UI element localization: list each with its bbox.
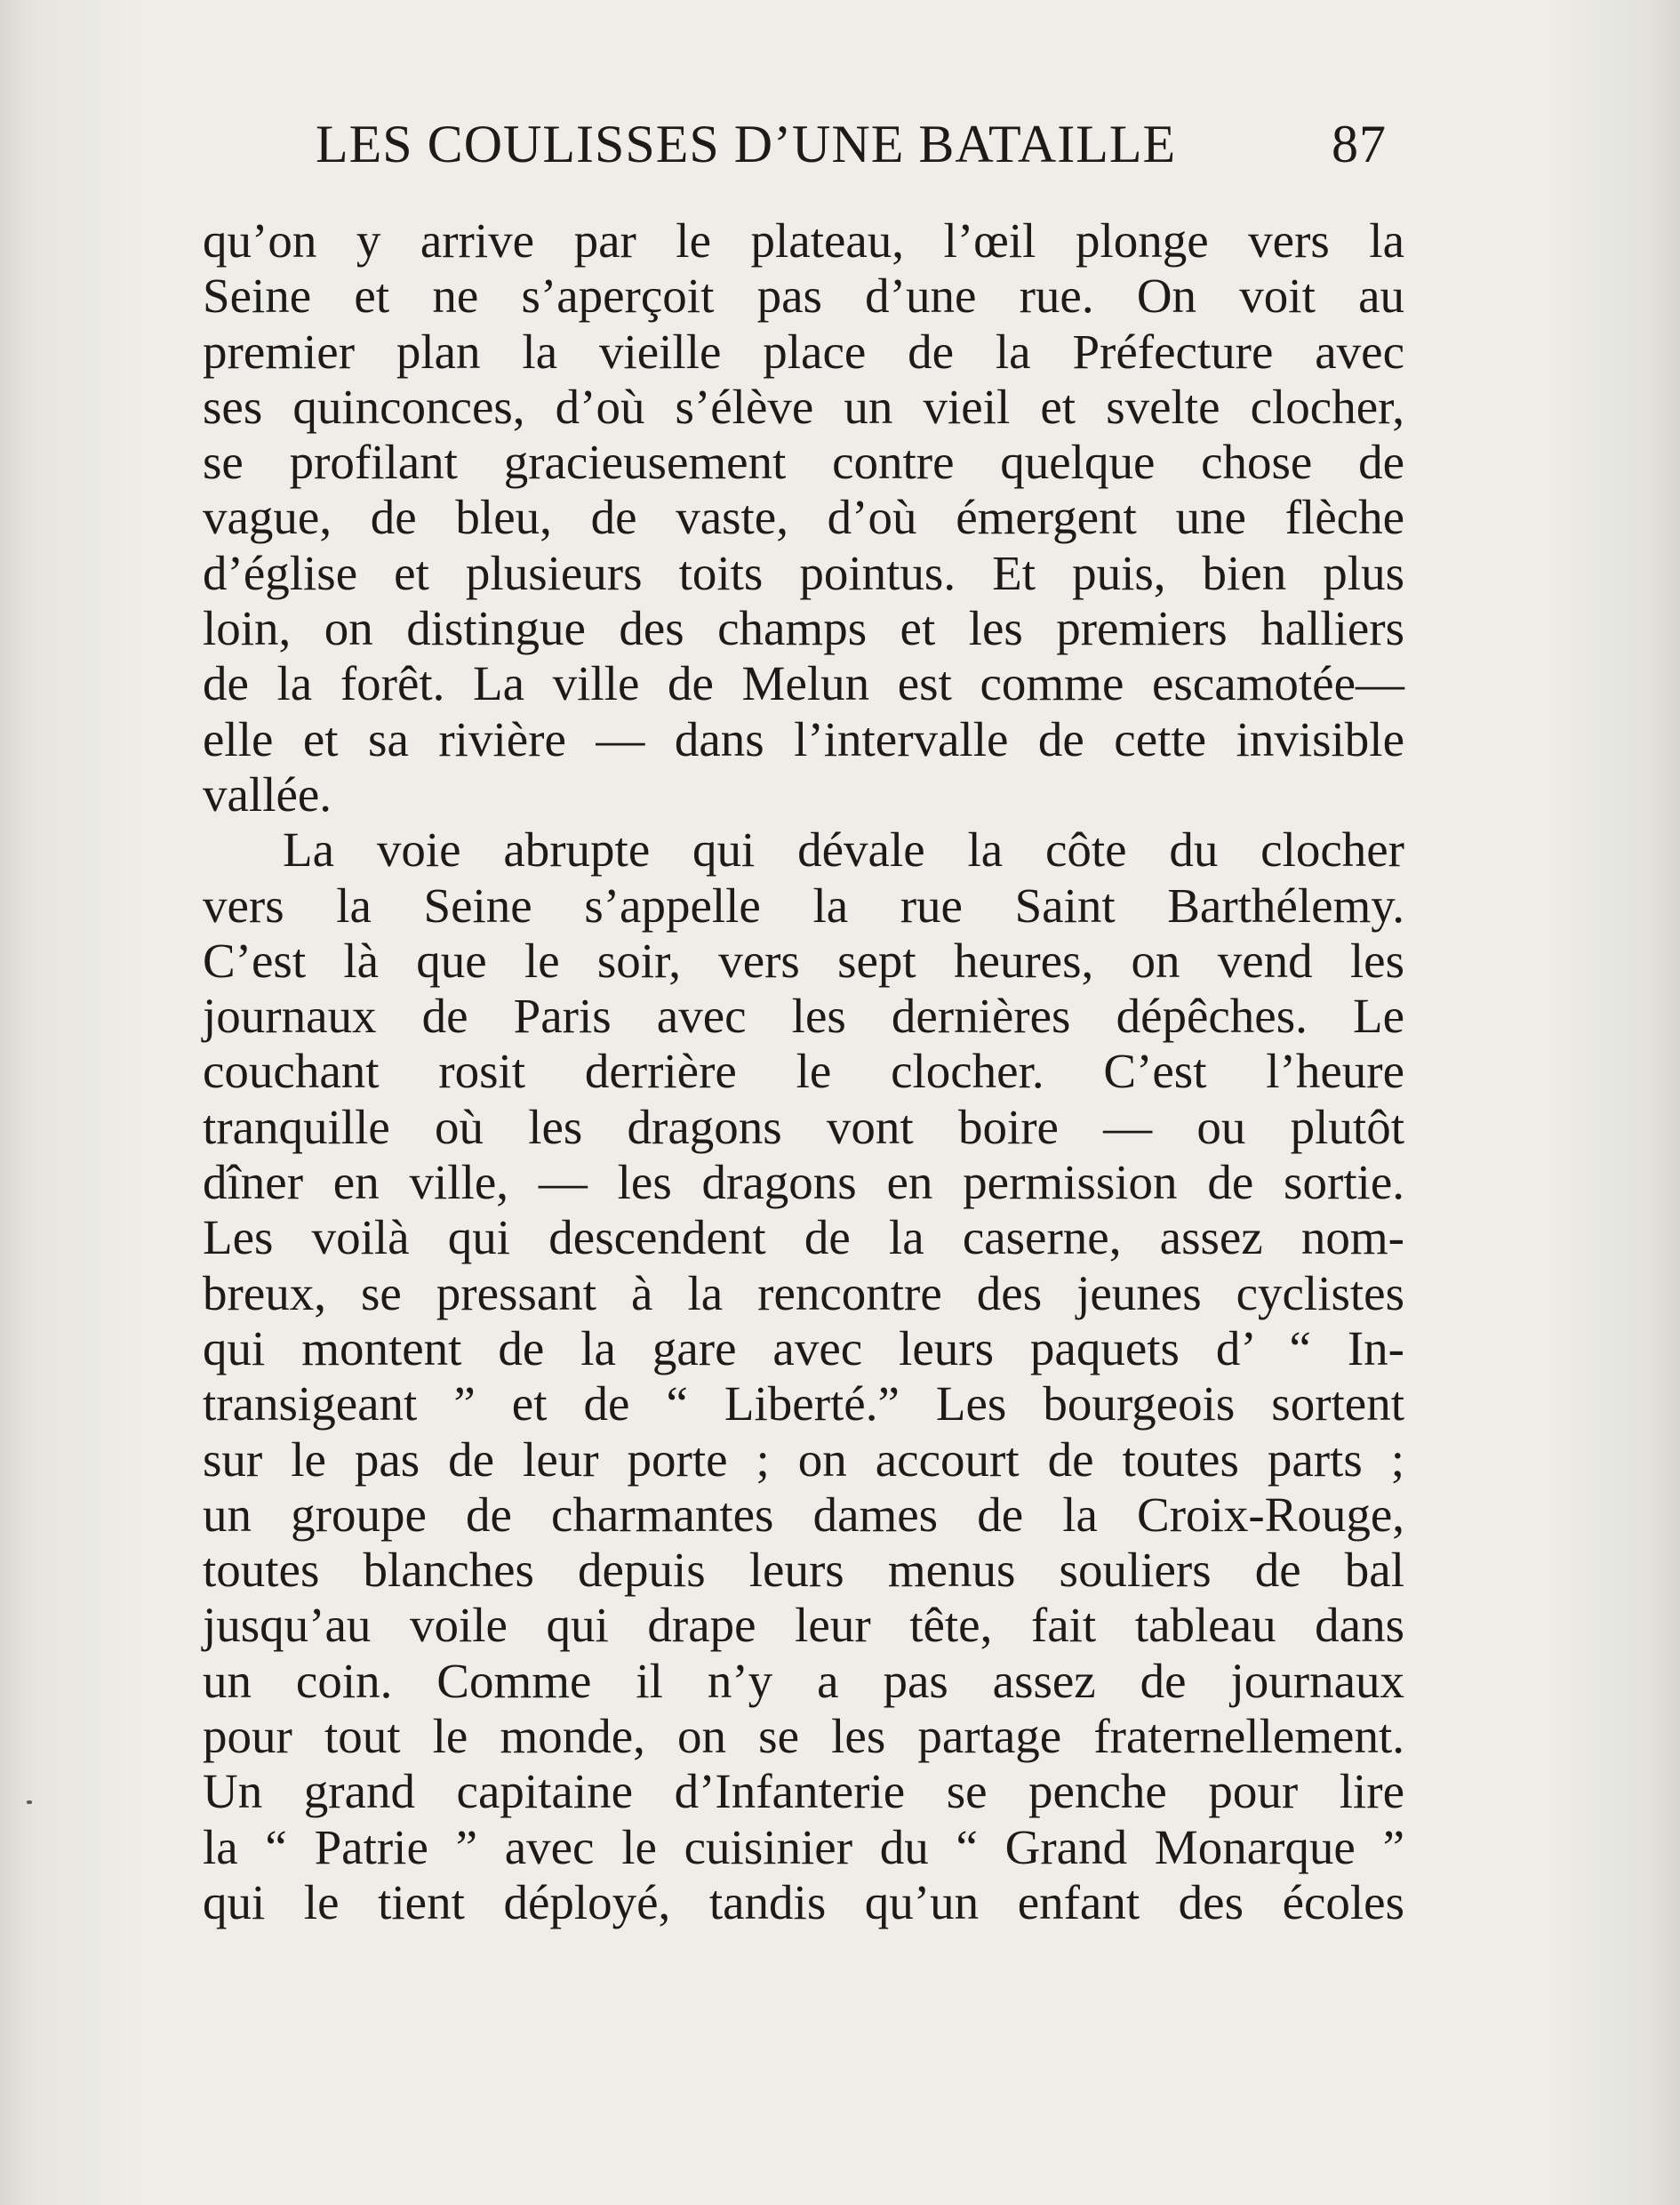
text-line: transigeant ” et de “ Liberté.” Les bourgeois sortent bbox=[203, 1376, 1404, 1431]
text-line: sur le pas de leur porte ; on accourt de toutes parts ; bbox=[203, 1431, 1404, 1487]
text-line: ses quinconces, d’où s’élève un vieil et svelte clocher, bbox=[203, 379, 1404, 434]
text-line: pour tout le monde, on se les partage fraternellement. bbox=[203, 1709, 1404, 1764]
text-line: loin, on distingue des champs et les premiers halliers bbox=[203, 601, 1404, 656]
text-line: un coin. Comme il n’y a pas assez de journaux bbox=[203, 1653, 1404, 1708]
text-line: qui le tient déployé, tandis qu’un enfant des écoles bbox=[203, 1874, 1404, 1929]
text-line: qu’on y arrive par le plateau, l’œil plonge vers la bbox=[203, 213, 1404, 268]
text-line: tranquille où les dragons vont boire — ou plutôt bbox=[203, 1099, 1404, 1154]
text-line: vallée. bbox=[203, 766, 332, 822]
text-line: se profilant gracieusement contre quelque chose de bbox=[203, 435, 1404, 490]
text-line: Un grand capitaine d’Infanterie se penche pour lire bbox=[203, 1764, 1404, 1819]
text-line: couchant rosit derrière le clocher. C’est l’heure bbox=[203, 1044, 1404, 1099]
text-line: premier plan la vieille place de la Préfecture avec bbox=[203, 324, 1404, 379]
text-line: Les voilà qui descendent de la caserne, assez nom- bbox=[203, 1210, 1404, 1265]
text-line: breux, se pressant à la rencontre des jeunes cyclistes bbox=[203, 1265, 1404, 1320]
body-text bbox=[203, 213, 1404, 1930]
text-line: d’église et plusieurs toits pointus. Et puis, bien plus bbox=[203, 545, 1404, 600]
text-line: elle et sa rivière — dans l’intervalle de cette invisible bbox=[203, 711, 1404, 766]
text-line: jusqu’au voile qui drape leur tête, fait tableau dans bbox=[203, 1598, 1404, 1653]
text-line: la “ Patrie ” avec le cuisinier du “ Grand Monarque ” bbox=[203, 1819, 1404, 1874]
page-header bbox=[316, 114, 1387, 185]
text-line: un groupe de charmantes dames de la Croix-Rouge, bbox=[203, 1487, 1404, 1542]
text-line: dîner en ville, — les dragons en permission de sortie. bbox=[203, 1155, 1404, 1210]
paragraph-1 bbox=[203, 213, 1404, 822]
paragraph-2 bbox=[203, 822, 1404, 1930]
page-number: 87 bbox=[1332, 115, 1387, 173]
text-line: vague, de bleu, de vaste, d’où émergent une flèche bbox=[203, 490, 1404, 545]
text-line: Seine et ne s’aperçoit pas d’une rue. On voit au bbox=[203, 269, 1404, 324]
text-line: journaux de Paris avec les dernières dépêches. Le bbox=[203, 989, 1404, 1044]
text-line: toutes blanches depuis leurs menus souliers de bal bbox=[203, 1543, 1404, 1598]
text-line: de la forêt. La ville de Melun est comme escamotée— bbox=[203, 656, 1404, 711]
text-line: C’est là que le soir, vers sept heures, on vend les bbox=[203, 933, 1404, 988]
text-line: La voie abrupte qui dévale la côte du clocher bbox=[283, 822, 1404, 878]
running-title: LES COULISSES D’UNE BATAILLE bbox=[316, 115, 1177, 173]
text-line: vers la Seine s’appelle la rue Saint Barthélemy. bbox=[203, 878, 1404, 933]
text-line: qui montent de la gare avec leurs paquets d’ “ In- bbox=[203, 1320, 1404, 1375]
paper-speck bbox=[27, 1800, 32, 1804]
